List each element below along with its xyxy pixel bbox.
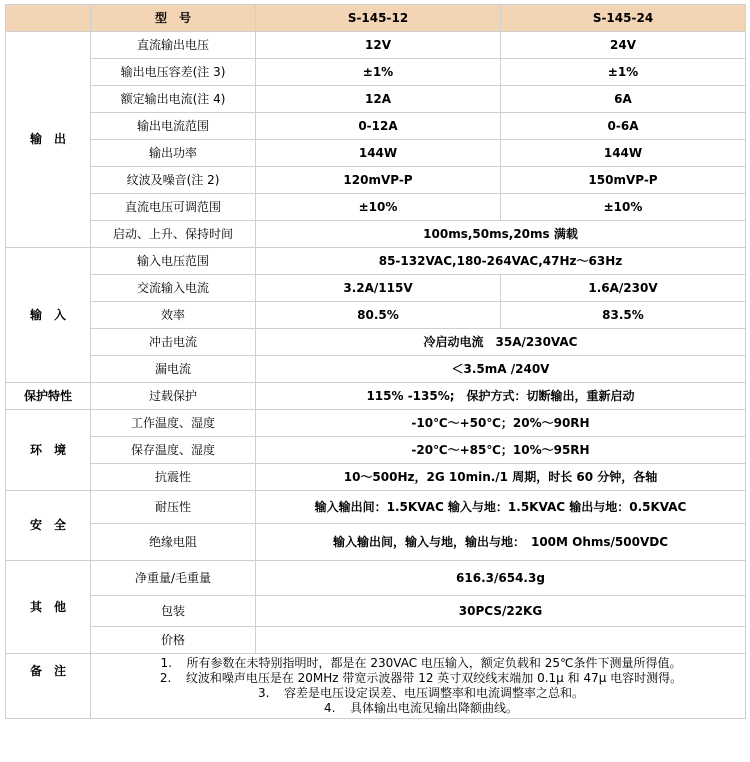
table-row <box>6 275 746 302</box>
value-efficiency-24: 83.5% <box>501 302 746 329</box>
value-withstand-voltage: 输入输出间：1.5KVAC 输入与地：1.5KVAC 输出与地：0.5KVAC <box>256 491 746 524</box>
value-leakage-current: ＜3.5mA /240V <box>256 356 746 383</box>
table-row <box>6 140 746 167</box>
table-row <box>6 32 746 59</box>
note-text: 具体输出电流见输出降额曲线。 <box>349 701 518 715</box>
remark-notes <box>91 654 746 719</box>
item-dc-output-voltage: 直流输出电压 <box>91 32 256 59</box>
item-voltage-tolerance: 输出电压容差(注 3) <box>91 59 256 86</box>
item-adjust-range: 直流电压可调范围 <box>91 194 256 221</box>
value-current-range-12: 0-12A <box>256 113 501 140</box>
category-input: 输 入 <box>6 248 91 383</box>
value-input-voltage-range: 85-132VAC,180-264VAC,47Hz～63Hz <box>256 248 746 275</box>
value-voltage-tolerance-24: ±1% <box>501 59 746 86</box>
note-number: 3. <box>257 686 270 700</box>
table-row <box>6 329 746 356</box>
value-packing: 30PCS/22KG <box>256 596 746 627</box>
value-current-range-24: 0-6A <box>501 113 746 140</box>
value-output-power-24: 144W <box>501 140 746 167</box>
note-text: 容差是电压设定误差、电压调整率和电流调整率之总和。 <box>283 686 584 700</box>
category-remark: 备 注 <box>6 654 91 719</box>
table-row <box>6 627 746 654</box>
value-insulation-resistance: 输入输出间，输入与地，输出与地： 100M Ohms/500VDC <box>256 524 746 561</box>
table-row <box>6 167 746 194</box>
value-dc-output-voltage-24: 24V <box>501 32 746 59</box>
value-inrush-current: 冷启动电流 35A/230VAC <box>256 329 746 356</box>
value-working-temp: -10℃～+50℃；20%～90RH <box>256 410 746 437</box>
value-rated-current-12: 12A <box>256 86 501 113</box>
table-row <box>6 491 746 524</box>
note-text: 所有参数在未特别指明时，都是在 230VAC 电压输入，额定负载和 25℃条件下测量所得值。 <box>186 656 682 670</box>
note-item <box>94 701 742 716</box>
note-number: 4. <box>323 701 336 715</box>
value-output-power-12: 144W <box>256 140 501 167</box>
note-item <box>94 656 742 671</box>
header-model-label: 型 号 <box>91 5 256 32</box>
table-header-row <box>6 5 746 32</box>
item-ripple-noise: 纹波及噪音(注 2) <box>91 167 256 194</box>
item-startup-time: 启动、上升、保持时间 <box>91 221 256 248</box>
item-working-temp: 工作温度、湿度 <box>91 410 256 437</box>
item-leakage-current: 漏电流 <box>91 356 256 383</box>
item-price: 价格 <box>91 627 256 654</box>
value-storage-temp: -20℃～+85℃；10%～95RH <box>256 437 746 464</box>
value-ac-input-current-24: 1.6A/230V <box>501 275 746 302</box>
item-weight: 净重量/毛重量 <box>91 561 256 596</box>
category-protection: 保护特性 <box>6 383 91 410</box>
value-adjust-range-12: ±10% <box>256 194 501 221</box>
item-withstand-voltage: 耐压性 <box>91 491 256 524</box>
table-row <box>6 383 746 410</box>
value-voltage-tolerance-12: ±1% <box>256 59 501 86</box>
table-row <box>6 561 746 596</box>
value-startup-time: 100ms,50ms,20ms 满载 <box>256 221 746 248</box>
table-row <box>6 194 746 221</box>
table-row <box>6 524 746 561</box>
header-column-s14512: S-145-12 <box>256 5 501 32</box>
value-rated-current-24: 6A <box>501 86 746 113</box>
item-overload: 过载保护 <box>91 383 256 410</box>
table-row <box>6 410 746 437</box>
item-ac-input-current: 交流输入电流 <box>91 275 256 302</box>
note-number: 1. <box>160 656 172 670</box>
item-output-power: 输出功率 <box>91 140 256 167</box>
table-row <box>6 86 746 113</box>
note-text: 纹波和噪声电压是在 20MHz 带宽示波器带 12 英寸双绞线末端加 0.1µ 和 47µ 电容时测得。 <box>185 671 683 685</box>
category-environment: 环 境 <box>6 410 91 491</box>
specification-table <box>5 4 746 719</box>
item-rated-current: 额定输出电流(注 4) <box>91 86 256 113</box>
item-vibration: 抗震性 <box>91 464 256 491</box>
note-item <box>94 671 742 686</box>
table-row <box>6 464 746 491</box>
table-row <box>6 302 746 329</box>
header-column-s14524: S-145-24 <box>501 5 746 32</box>
note-item <box>94 686 742 701</box>
item-inrush-current: 冲击电流 <box>91 329 256 356</box>
value-ripple-noise-12: 120mVP-P <box>256 167 501 194</box>
value-adjust-range-24: ±10% <box>501 194 746 221</box>
value-ripple-noise-24: 150mVP-P <box>501 167 746 194</box>
value-vibration: 10～500Hz，2G 10min./1 周期，时长 60 分钟，各轴 <box>256 464 746 491</box>
value-efficiency-12: 80.5% <box>256 302 501 329</box>
table-row <box>6 59 746 86</box>
table-row-remark <box>6 654 746 719</box>
value-price <box>256 627 746 654</box>
value-weight: 616.3/654.3g <box>256 561 746 596</box>
table-row <box>6 113 746 140</box>
category-other: 其 他 <box>6 561 91 654</box>
table-row <box>6 437 746 464</box>
note-number: 2. <box>159 671 172 685</box>
table-row <box>6 356 746 383</box>
table-row <box>6 248 746 275</box>
category-output: 输 出 <box>6 32 91 248</box>
item-efficiency: 效率 <box>91 302 256 329</box>
value-dc-output-voltage-12: 12V <box>256 32 501 59</box>
value-overload: 115% -135%; 保护方式：切断输出，重新启动 <box>256 383 746 410</box>
header-model-label-left <box>6 5 91 32</box>
category-safety: 安 全 <box>6 491 91 561</box>
item-insulation-resistance: 绝缘电阻 <box>91 524 256 561</box>
item-input-voltage-range: 输入电压范围 <box>91 248 256 275</box>
item-current-range: 输出电流范围 <box>91 113 256 140</box>
item-storage-temp: 保存温度、湿度 <box>91 437 256 464</box>
item-packing: 包装 <box>91 596 256 627</box>
value-ac-input-current-12: 3.2A/115V <box>256 275 501 302</box>
table-row <box>6 596 746 627</box>
table-row <box>6 221 746 248</box>
